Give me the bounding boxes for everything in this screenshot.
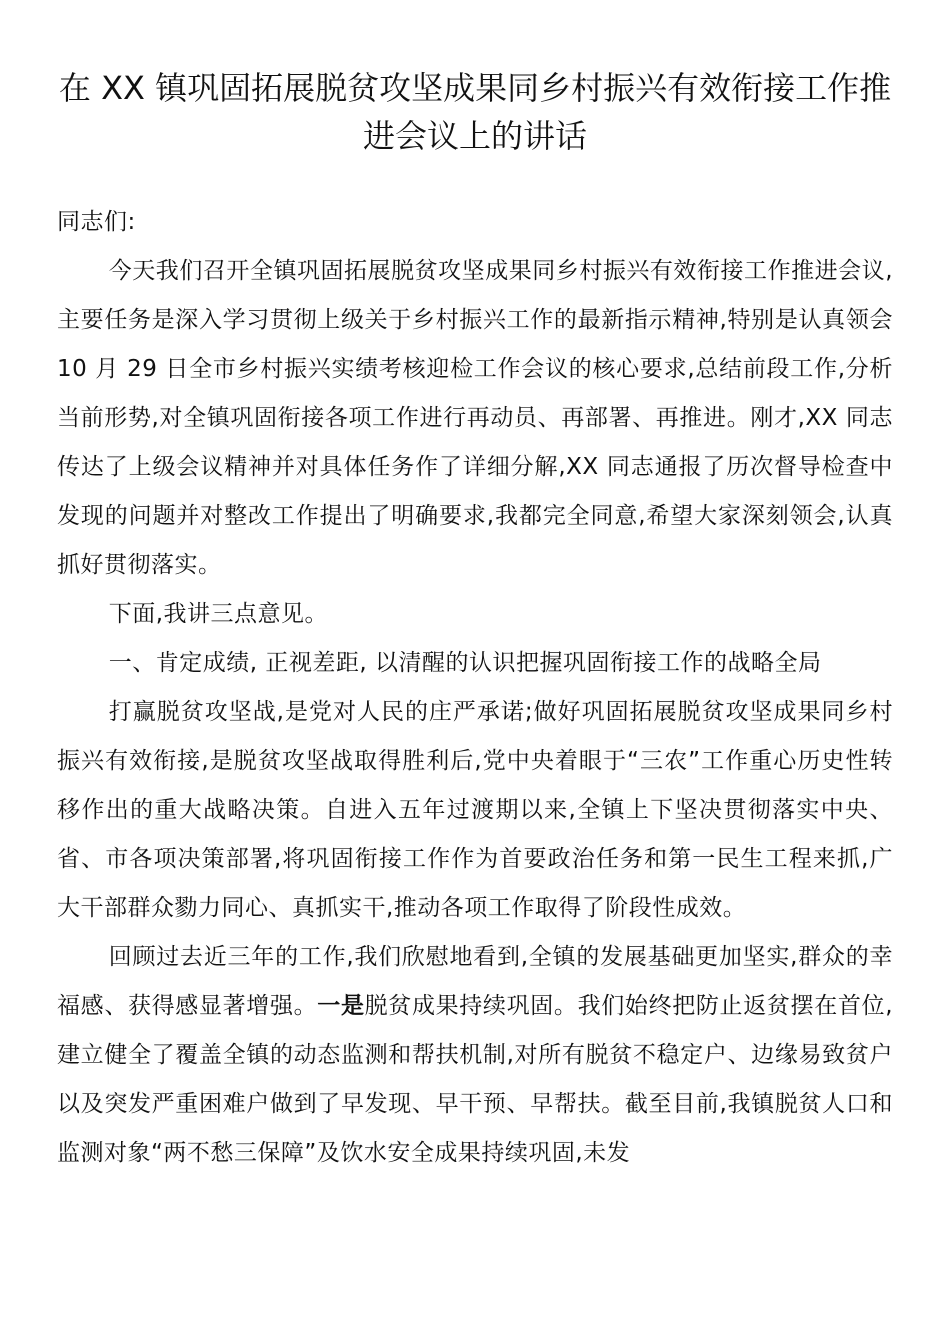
document-page bbox=[57, 64, 893, 1178]
salutation: 同志们: bbox=[57, 209, 136, 235]
review-text-before: 回顾过去近三年的工作,我们欣慰地看到,全镇的发展基础更加坚实,群众的幸福感、获得感显著增强。 bbox=[57, 944, 893, 1019]
paragraph-strategic-context: 打赢脱贫攻坚战,是党对人民的庄严承诺;做好巩固拓展脱贫攻坚成果同乡村振兴有效衔接,是脱贫攻坚战取得胜利后,党中央着眼于“三农”工作重心历史性转移作出的重大战略决策。自进入五年过渡期以来,全镇上下坚决贯彻落实中央、省、市各项决策部署,将巩固衔接工作作为首要政治任务和第一民生工程来抓,广大干部群众勠力同心、真抓实干,推动各项工作取得了阶段性成效。 bbox=[57, 699, 893, 921]
review-text-after: 脱贫成果持续巩固。我们始终把防止返贫摆在首位,建立健全了覆盖全镇的动态监测和帮扶机制,对所有脱贫不稳定户、边缘易致贫户以及突发严重困难户做到了早发现、早干预、早帮扶。截至目前,我镇脱贫人口和监测对象“两不愁三保障”及饮水安全成果持续巩固,未发 bbox=[57, 993, 894, 1166]
paragraph-review-achievements bbox=[57, 933, 893, 1178]
document-body bbox=[57, 198, 893, 1178]
point-marker-first: 一是 bbox=[317, 993, 365, 1019]
section-heading-1: 一、肯定成绩, 正视差距, 以清醒的认识把握巩固衔接工作的战略全局 bbox=[108, 650, 822, 676]
paragraph-intro-three-points: 下面,我讲三点意见。 bbox=[108, 601, 329, 627]
paragraph-opening: 今天我们召开全镇巩固拓展脱贫攻坚成果同乡村振兴有效衔接工作推进会议,主要任务是深入学习贯彻上级关于乡村振兴工作的最新指示精神,特别是认真领会 10 月 29 日全市乡村振兴实绩考核迎检工作会议的核心要求,总结前段工作,分析当前形势,对全镇巩固衔接各项工作进行再动员、再部署、再推进。刚才,XX 同志传达了上级会议精神并对具体任务作了详细分解,XX 同志通报了历次督导检查中发现的问题并对整改工作提出了明确要求,我都完全同意,希望大家深刻领会,认真抓好贯彻落实。 bbox=[57, 258, 893, 578]
document-title: 在 XX 镇巩固拓展脱贫攻坚成果同乡村振兴有效衔接工作推进会议上的讲话 bbox=[58, 69, 892, 155]
